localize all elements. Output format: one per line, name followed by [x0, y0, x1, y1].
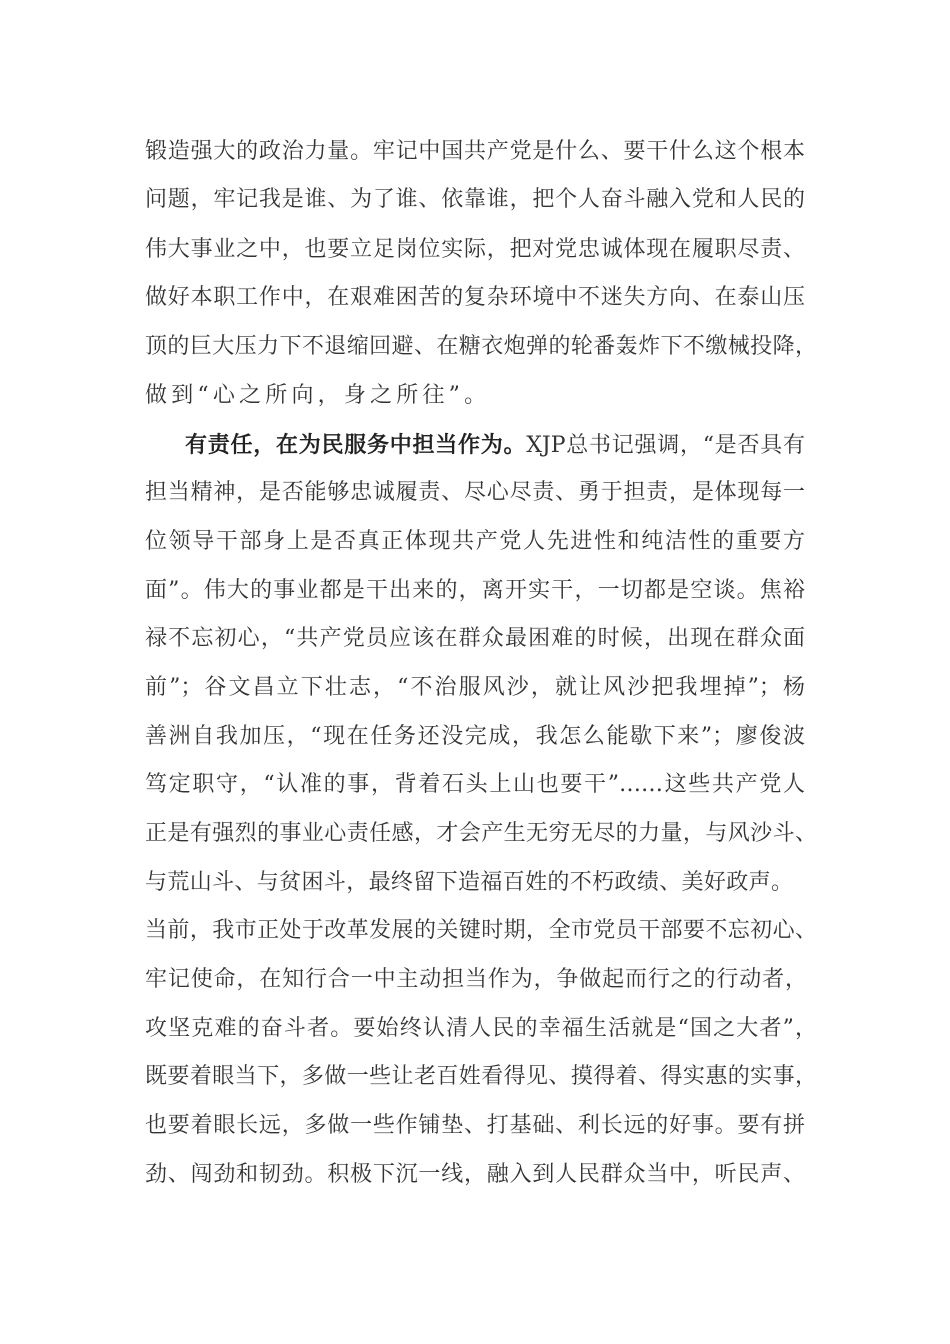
text-line: 伟大事业之中，也要立足岗位实际，把对党忠诚体现在履职尽责、: [145, 237, 805, 262]
text-line: 既要着眼当下，多做一些让老百姓看得见、摸得着、得实惠的实事，: [145, 1064, 817, 1089]
text-line: 笃定职守，“认准的事，背着石头上山也要干”……这些共产党人: [145, 772, 805, 797]
text-line: 牢记使命，在知行合一中主动担当作为，争做起而行之的行动者，: [145, 967, 807, 992]
text-line: 禄不忘初心，“共产党员应该在群众最困难的时候，出现在群众面: [145, 626, 805, 651]
text-line: 善洲自我加压，“现在任务还没完成，我怎么能歇下来”；廖俊波: [145, 724, 805, 749]
text-line: 与荒山斗、与贫困斗，最终留下造福百姓的不朽政绩、美好政声。: [145, 870, 793, 895]
text-line: 顶的巨大压力下不退缩回避、在糖衣炮弹的轮番轰炸下不缴械投降，: [145, 334, 817, 359]
text-line: 做好本职工作中，在艰难困苦的复杂环境中不迷失方向、在泰山压: [145, 285, 805, 310]
text-line: 做到“心之所向，身之所往”。: [145, 383, 491, 408]
text-line: 当前，我市正处于改革发展的关键时期，全市党员干部要不忘初心、: [145, 918, 817, 943]
paragraph-heading: 有责任，在为民服务中担当作为。: [185, 432, 527, 458]
text-line: 面”。伟大的事业都是干出来的，离开实干，一切都是空谈。焦裕: [145, 578, 805, 603]
text-line: 前”；谷文昌立下壮志，“不治服风沙，就让风沙把我埋掉”；杨: [145, 675, 805, 700]
text-line: 劲、闯劲和韧劲。积极下沉一线，融入到人民群众当中，听民声、: [145, 1162, 805, 1187]
text-line: 问题，牢记我是谁、为了谁、依靠谁，把个人奋斗融入党和人民的: [145, 187, 805, 212]
text-line: 位领导干部身上是否真正体现共产党人先进性和纯洁性的重要方: [145, 529, 805, 554]
text-line: 担当精神，是否能够忠诚履责、尽心尽责、勇于担责，是体现每一: [145, 480, 805, 505]
text-line: 正是有强烈的事业心责任感，才会产生无穷无尽的力量，与风沙斗、: [145, 821, 817, 846]
text-line: 锻造强大的政治力量。牢记中国共产党是什么、要干什么这个根本: [145, 139, 805, 164]
paragraph-heading-line: [185, 430, 805, 460]
text-line: 也要着眼长远，多做一些作铺垫、打基础、利长远的好事。要有拼: [145, 1113, 805, 1138]
text-span: XJP总书记强调，“是否具有: [526, 433, 805, 458]
text-line: 攻坚克难的奋斗者。要始终认清人民的幸福生活就是“国之大者”，: [145, 1016, 817, 1041]
